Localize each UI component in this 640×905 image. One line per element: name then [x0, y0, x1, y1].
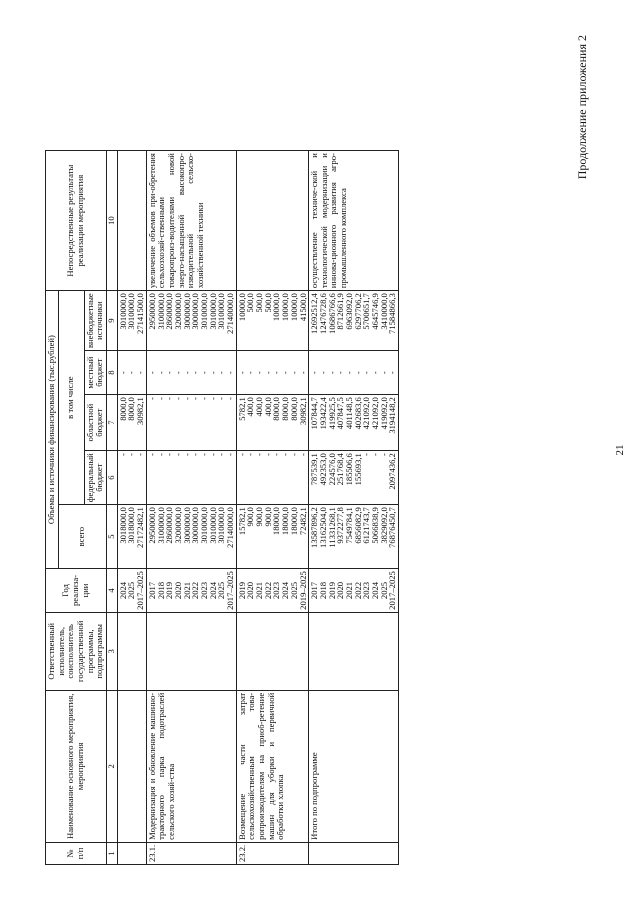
regional-value: 5782,1	[236, 397, 247, 421]
regional-value: 8000,0	[271, 397, 282, 421]
local-value: -	[280, 371, 291, 375]
federal-value: -	[271, 453, 282, 457]
federal-value: -	[126, 453, 137, 457]
header-total: всего	[58, 505, 106, 569]
measure-name: Возмещение части затрат сельскохозяйственным това-ропроизводителям на приоб-ретение машин для уборки и первичной обработки хлопка	[236, 690, 309, 842]
offbudget-value: 2860000,0	[164, 293, 175, 330]
regional-value: -	[155, 397, 166, 401]
year-value: 2025	[288, 581, 299, 600]
offbudget-value: 10000,0	[236, 293, 247, 322]
local-value: -	[361, 371, 372, 375]
year-value: 2025	[216, 581, 227, 600]
regional-value: 407847,5	[335, 397, 346, 430]
local-value: -	[343, 371, 354, 375]
regional-value: 8000,0	[288, 397, 299, 421]
year-value: 2020	[245, 581, 256, 600]
regional-value: 193422,4	[317, 397, 328, 430]
federal-list	[117, 451, 146, 505]
regional-value: 421092,0	[361, 397, 372, 430]
column-number: 9	[106, 291, 117, 351]
offbudget-value: 71584866,3	[387, 293, 398, 334]
year-value: 2021	[254, 581, 265, 600]
row-number: 23.2.	[236, 842, 309, 864]
total-list	[236, 505, 309, 569]
total-value: 11331268,1	[326, 507, 337, 548]
column-number: 3	[106, 612, 117, 690]
header-results: Непосредственные результаты реализации мероприятия	[46, 151, 107, 291]
total-value: 3010000,0	[216, 507, 227, 544]
total-value: 27140000,0	[225, 507, 235, 548]
local-value: -	[216, 371, 227, 375]
year-value: 2021	[343, 581, 354, 600]
federal-value: -	[361, 453, 372, 457]
offbudget-value: 3200000,0	[172, 293, 183, 330]
local-list	[309, 351, 399, 395]
federal-value: -	[181, 453, 192, 457]
header-funding: Объемы и источники финансирования (тыс.рублей)	[46, 291, 59, 569]
offbudget-value: 6297706,2	[352, 293, 363, 330]
table-row	[146, 151, 236, 865]
result-description	[117, 151, 146, 291]
column-number: 6	[106, 451, 117, 505]
federal-value: -	[117, 453, 128, 457]
column-number: 2	[106, 690, 117, 842]
regional-value: -	[181, 397, 192, 401]
regional-value: -	[146, 397, 157, 401]
federal-value: 787539,1	[309, 453, 320, 486]
regional-list	[146, 395, 236, 451]
year-list	[146, 569, 236, 613]
regional-list	[117, 395, 146, 451]
offbudget-list	[236, 291, 309, 351]
regional-value: 400,0	[262, 397, 273, 417]
offbudget-list	[146, 291, 236, 351]
executor-cell	[146, 612, 236, 690]
offbudget-value: 27140000,0	[225, 293, 235, 334]
federal-value: -	[236, 453, 247, 457]
local-value: -	[135, 371, 146, 375]
total-list	[309, 505, 399, 569]
header-num: № п/п	[46, 842, 107, 864]
local-value: -	[190, 371, 201, 375]
federal-value: -	[297, 453, 308, 457]
federal-value: -	[378, 453, 389, 457]
year-value: 2019	[326, 581, 337, 600]
local-value: -	[117, 371, 128, 375]
regional-value: 400,0	[245, 397, 256, 417]
regional-value: -	[198, 397, 209, 401]
total-list	[117, 505, 146, 569]
local-value: -	[271, 371, 282, 375]
year-value: 2017–2025	[225, 571, 235, 610]
total-value: 27172482,1	[135, 507, 146, 548]
header-including: в том числе	[58, 291, 84, 505]
federal-value: -	[370, 453, 380, 457]
offbudget-value: 41500,0	[297, 293, 308, 322]
total-value: 6121743,7	[361, 507, 372, 544]
total-value: 18000,0	[280, 507, 291, 536]
year-list	[117, 569, 146, 613]
regional-value: 401148,5	[343, 397, 354, 430]
offbudget-value: 3410000,0	[378, 293, 389, 330]
offbudget-value: 12476728,6	[317, 293, 328, 334]
federal-value: -	[225, 453, 235, 457]
regional-value: 30982,1	[297, 397, 308, 426]
year-value: 2023	[361, 581, 372, 600]
header-offbudget: внебюджетные источники	[84, 291, 106, 351]
row-number	[309, 842, 399, 864]
local-value: -	[155, 371, 166, 375]
offbudget-value: 500,0	[262, 293, 273, 313]
regional-value: 30982,1	[135, 397, 146, 426]
column-number: 8	[106, 351, 117, 395]
regional-value: -	[216, 397, 227, 401]
executor-cell	[117, 612, 146, 690]
measure-name	[117, 690, 146, 842]
year-value: 2024	[207, 581, 218, 600]
year-value: 2019	[236, 581, 247, 600]
regional-value: 421092,0	[370, 397, 380, 430]
year-value: 2017	[146, 581, 157, 600]
federal-value: -	[190, 453, 201, 457]
total-value: 3010000,0	[207, 507, 218, 544]
table-body	[117, 151, 398, 865]
table-row	[236, 151, 309, 865]
total-value: 900,0	[262, 507, 273, 527]
federal-value: 251768,4	[335, 453, 346, 486]
federal-value: -	[146, 453, 157, 457]
total-value: 18000,0	[288, 507, 299, 536]
year-value: 2025	[378, 581, 389, 600]
total-value: 3200000,0	[172, 507, 183, 544]
federal-value: -	[135, 453, 146, 457]
measure-name: Итого по подпрограмме	[309, 690, 399, 842]
local-value: -	[172, 371, 183, 375]
offbudget-value: 3010000,0	[126, 293, 137, 330]
column-number: 4	[106, 569, 117, 613]
year-value: 2017–2025	[387, 571, 398, 610]
total-value: 72482,1	[297, 507, 308, 536]
federal-value: -	[155, 453, 166, 457]
total-list	[146, 505, 236, 569]
regional-value: 400,0	[254, 397, 265, 417]
local-value: -	[297, 371, 308, 375]
federal-value: 155693,1	[352, 453, 363, 486]
year-value: 2018	[155, 581, 166, 600]
local-value: -	[352, 371, 363, 375]
total-value: 18000,0	[271, 507, 282, 536]
total-value: 3829092,0	[378, 507, 389, 544]
total-value: 2860000,0	[164, 507, 175, 544]
year-value: 2019–2025	[297, 571, 308, 610]
regional-value: 419092,0	[378, 397, 389, 430]
year-value: 2020	[335, 581, 346, 600]
result-description	[236, 151, 309, 291]
regional-value: 419925,5	[326, 397, 337, 430]
local-value: -	[262, 371, 273, 375]
executor-cell	[309, 612, 399, 690]
federal-list	[146, 451, 236, 505]
local-value: -	[245, 371, 256, 375]
continuation-label: Продолжение приложения 2	[575, 35, 589, 180]
local-value: -	[198, 371, 209, 375]
offbudget-value: 8712661,9	[335, 293, 346, 330]
total-value: 900,0	[254, 507, 265, 527]
row-number	[117, 842, 146, 864]
regional-value: 8000,0	[280, 397, 291, 421]
total-value: 9372277,8	[335, 507, 346, 544]
offbudget-value: 12692512,4	[309, 293, 320, 334]
local-list	[146, 351, 236, 395]
offbudget-value: 10000,0	[288, 293, 299, 322]
total-value: 76876450,7	[387, 507, 398, 548]
local-value: -	[164, 371, 175, 375]
year-value: 2017	[309, 581, 320, 600]
local-list	[236, 351, 309, 395]
regional-value: -	[207, 397, 218, 401]
year-value: 2024	[370, 581, 380, 600]
year-value: 2022	[190, 581, 201, 600]
regional-value: -	[225, 397, 235, 401]
offbudget-list	[309, 291, 399, 351]
federal-value: -	[254, 453, 265, 457]
total-value: 3100000,0	[155, 507, 166, 544]
regional-list	[309, 395, 399, 451]
local-value: -	[387, 371, 398, 375]
offbudget-value: 3010000,0	[216, 293, 227, 330]
federal-list	[309, 451, 399, 505]
regional-value: -	[190, 397, 201, 401]
total-value: 6856082,9	[352, 507, 363, 544]
page-number: 21	[614, 444, 626, 456]
total-value: 3000000,0	[190, 507, 201, 544]
total-value: 3018000,0	[126, 507, 137, 544]
federal-value: -	[288, 453, 299, 457]
local-list	[117, 351, 146, 395]
federal-value: -	[216, 453, 227, 457]
total-value: 3010000,0	[198, 507, 209, 544]
offbudget-value: 500,0	[245, 293, 256, 313]
row-number: 23.1.	[146, 842, 236, 864]
offbudget-value: 3000000,0	[190, 293, 201, 330]
column-number: 5	[106, 505, 117, 569]
total-value: 7549784,1	[343, 507, 354, 544]
year-value: 2017–2025	[135, 571, 146, 610]
offbudget-value: 3010000,0	[198, 293, 209, 330]
year-value: 2024	[280, 581, 291, 600]
regional-value: 107844,7	[309, 397, 320, 430]
offbudget-value: 10000,0	[271, 293, 282, 322]
total-value: 2950000,0	[146, 507, 157, 544]
regional-value: 402683,6	[352, 397, 363, 430]
year-value: 2018	[317, 581, 328, 600]
total-value: 900,0	[245, 507, 256, 527]
local-value: -	[181, 371, 192, 375]
result-description: увеличение объемов при-обретения сельхозхозяй-ственными товаропроиз-водителями новой энерго-насыщенной высокопро-изводительной сельско-хозяйственной техники	[146, 151, 236, 291]
regional-value: -	[172, 397, 183, 401]
header-regional: областной бюджет	[84, 395, 106, 451]
local-value: -	[317, 371, 328, 375]
header-executor: Ответственный исполнитель, соисполнитель государственной программы, подпрограммы	[46, 612, 107, 690]
year-value: 2022	[352, 581, 363, 600]
local-value: -	[207, 371, 218, 375]
federal-value: 492353,0	[317, 453, 328, 486]
federal-value: -	[280, 453, 291, 457]
regional-value: 8000,0	[126, 397, 137, 421]
local-value: -	[146, 371, 157, 375]
offbudget-value: 3010000,0	[117, 293, 128, 330]
local-value: -	[335, 371, 346, 375]
local-value: -	[254, 371, 265, 375]
table-row	[309, 151, 399, 865]
offbudget-value: 2950000,0	[146, 293, 157, 330]
total-value: 3000000,0	[181, 507, 192, 544]
year-list	[309, 569, 399, 613]
funding-table	[45, 150, 399, 865]
local-value: -	[378, 371, 389, 375]
regional-value: 8000,0	[117, 397, 128, 421]
regional-list	[236, 395, 309, 451]
offbudget-value: 3100000,0	[155, 293, 166, 330]
local-value: -	[126, 371, 137, 375]
column-number-row	[106, 151, 117, 865]
total-value: 13162504,0	[317, 507, 328, 548]
year-value: 2019	[164, 581, 175, 600]
year-value: 2025	[126, 581, 137, 600]
year-value: 2023	[271, 581, 282, 600]
offbudget-value: 500,0	[254, 293, 265, 313]
offbudget-value: 5700651,7	[361, 293, 372, 330]
regional-value: 3194148,2	[387, 397, 398, 434]
local-value: -	[236, 371, 247, 375]
local-value: -	[288, 371, 299, 375]
year-value: 2022	[262, 581, 273, 600]
result-description: осуществление техниче-ской и технологической модернизации и иннова-ционного развития агро-промышленного комплекса	[309, 151, 399, 291]
measure-name: Модернизация и обновление машинно-тракторного парка подотраслей сельского хозяй-ства	[146, 690, 236, 842]
total-value: 13587896,2	[309, 507, 320, 548]
federal-value: -	[172, 453, 183, 457]
offbudget-value: 4645746,9	[370, 293, 380, 330]
local-value: -	[370, 371, 380, 375]
header-federal: федеральный бюджет	[84, 451, 106, 505]
federal-value: -	[262, 453, 273, 457]
offbudget-value: 3010000,0	[207, 293, 218, 330]
offbudget-value: 10686766,6	[326, 293, 337, 334]
federal-value: 2097436,2	[387, 453, 398, 490]
offbudget-value: 3000000,0	[181, 293, 192, 330]
year-value: 2020	[172, 581, 183, 600]
local-value: -	[225, 371, 235, 375]
local-value: -	[326, 371, 337, 375]
executor-cell	[236, 612, 309, 690]
federal-value: -	[198, 453, 209, 457]
header-local: местный бюджет	[84, 351, 106, 395]
local-value: -	[309, 371, 320, 375]
header-name: Наименование основного мероприятия, мероприятия	[46, 690, 107, 842]
column-number: 7	[106, 395, 117, 451]
offbudget-list	[117, 291, 146, 351]
header-year: Год реализа-ции	[46, 569, 107, 613]
federal-value: -	[164, 453, 175, 457]
federal-value: -	[245, 453, 256, 457]
offbudget-value: 27141500,0	[135, 293, 146, 334]
offbudget-value: 6963092,0	[343, 293, 354, 330]
year-list	[236, 569, 309, 613]
column-number: 1	[106, 842, 117, 864]
federal-value: -	[207, 453, 218, 457]
total-value: 5066838,9	[370, 507, 380, 544]
federal-value: 185506,6	[343, 453, 354, 486]
regional-value: -	[164, 397, 175, 401]
total-value: 15782,1	[236, 507, 247, 536]
offbudget-value: 10000,0	[280, 293, 291, 322]
total-value: 3018000,0	[117, 507, 128, 544]
federal-value: 224576,0	[326, 453, 337, 486]
column-number: 10	[106, 151, 117, 291]
federal-list	[236, 451, 309, 505]
year-value: 2021	[181, 581, 192, 600]
year-value: 2024	[117, 581, 128, 600]
year-value: 2023	[198, 581, 209, 600]
table-row	[117, 151, 146, 865]
